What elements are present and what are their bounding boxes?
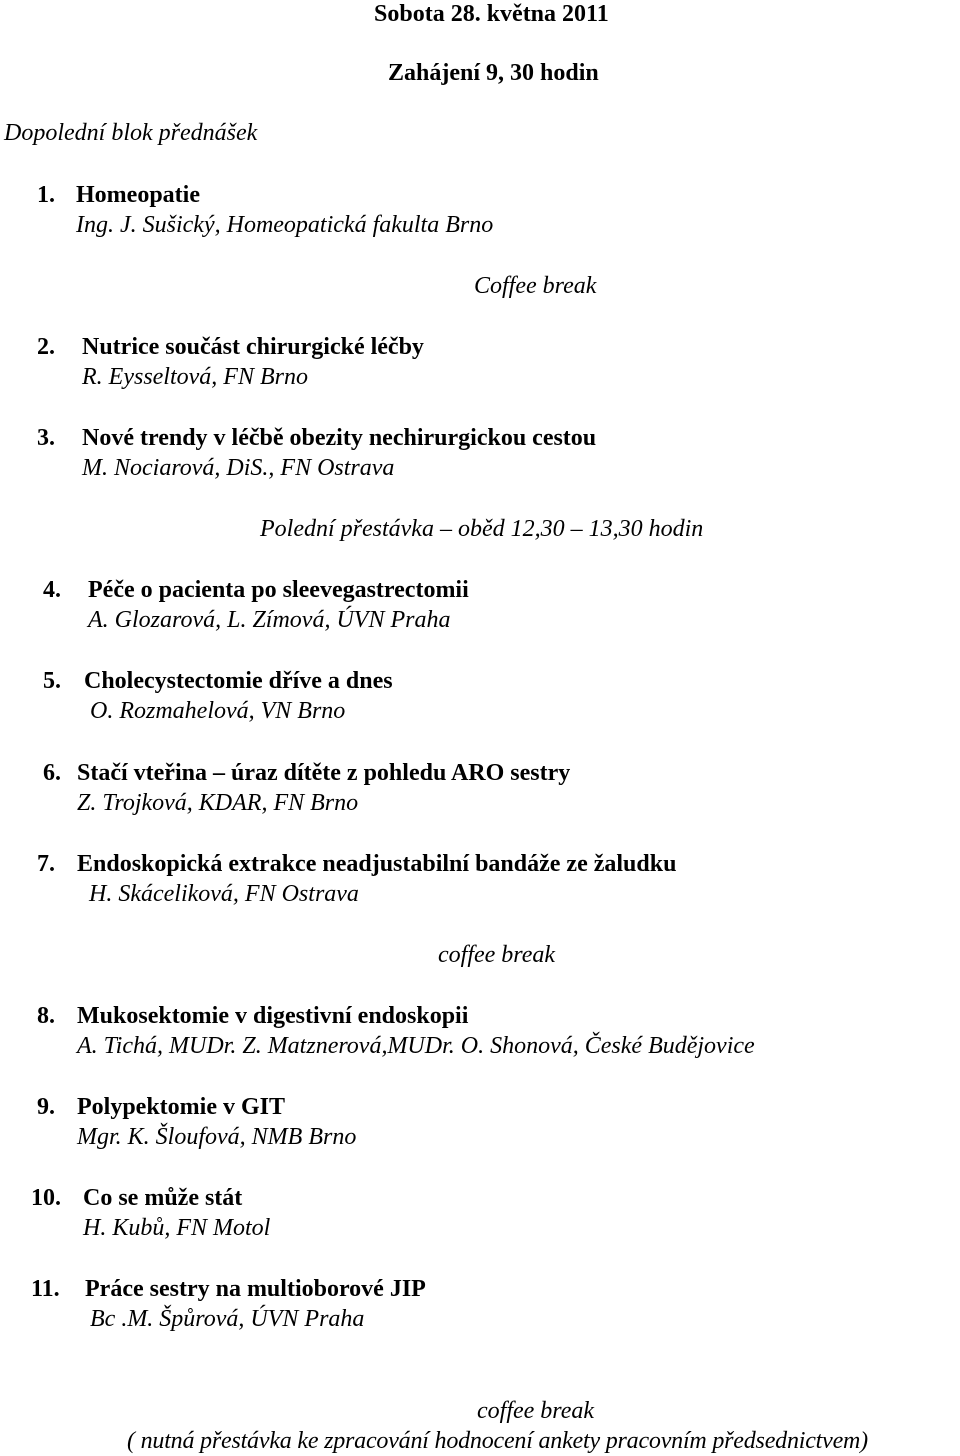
talk-speaker: O. Rozmahelová, VN Brno	[90, 698, 346, 724]
talk-number: 9.	[37, 1094, 55, 1120]
talk-speaker: M. Nociarová, DiS., FN Ostrava	[82, 455, 395, 481]
talk-speaker: R. Eysseltová, FN Brno	[82, 364, 308, 390]
talk-speaker: A. Glozarová, L. Zímová, ÚVN Praha	[88, 607, 451, 633]
talk-number: 8.	[37, 1003, 55, 1029]
talk-number: 2.	[37, 334, 55, 360]
talk-title: Polypektomie v GIT	[77, 1094, 285, 1120]
talk-speaker: Ing. J. Sušický, Homeopatická fakulta Brno	[76, 212, 494, 238]
talk-speaker: H. Kubů, FN Motol	[83, 1215, 271, 1241]
coffee-break-label: coffee break	[438, 942, 556, 968]
date-heading: Sobota 28. května 2011	[374, 1, 609, 27]
break-note: ( nutná přestávka ke zpracování hodnocení ankety pracovním předsednictvem)	[127, 1428, 868, 1454]
block-title: Dopolední blok přednášek	[4, 120, 258, 146]
talk-title: Homeopatie	[76, 182, 200, 208]
talk-title: Práce sestry na multioborové JIP	[85, 1276, 426, 1302]
talk-number: 3.	[37, 425, 55, 451]
coffee-break-label: Coffee break	[474, 273, 597, 299]
opening-time: Zahájení 9, 30 hodin	[388, 60, 599, 86]
talk-speaker: A. Tichá, MUDr. Z. Matznerová,MUDr. O. Shonová, České Budějovice	[77, 1033, 755, 1059]
lunch-break-label: Polední přestávka – oběd 12,30 – 13,30 hodin	[260, 516, 704, 542]
talk-title: Stačí vteřina – úraz dítěte z pohledu ARO sestry	[77, 760, 571, 786]
talk-number: 4.	[43, 577, 61, 603]
talk-number: 10.	[31, 1185, 61, 1211]
talk-title: Mukosektomie v digestivní endoskopii	[77, 1003, 469, 1029]
talk-title: Péče o pacienta po sleevegastrectomii	[88, 577, 469, 603]
talk-title: Co se může stát	[83, 1185, 243, 1211]
talk-title: Cholecystectomie dříve a dnes	[84, 668, 393, 694]
talk-number: 7.	[37, 851, 55, 877]
talk-number: 5.	[43, 668, 61, 694]
talk-speaker: H. Skáceliková, FN Ostrava	[89, 881, 359, 907]
talk-number: 1.	[37, 182, 55, 208]
talk-number: 6.	[43, 760, 61, 786]
talk-speaker: Mgr. K. Šloufová, NMB Brno	[77, 1124, 357, 1150]
talk-speaker: Bc .M. Špůrová, ÚVN Praha	[90, 1306, 365, 1332]
talk-title: Nutrice součást chirurgické léčby	[82, 334, 424, 360]
talk-title: Endoskopická extrakce neadjustabilní bandáže ze žaludku	[77, 851, 677, 877]
talk-title: Nové trendy v léčbě obezity nechirurgickou cestou	[82, 425, 597, 451]
talk-number: 11.	[31, 1276, 60, 1302]
talk-speaker: Z. Trojková, KDAR, FN Brno	[77, 790, 359, 816]
coffee-break-label: coffee break	[477, 1398, 595, 1424]
